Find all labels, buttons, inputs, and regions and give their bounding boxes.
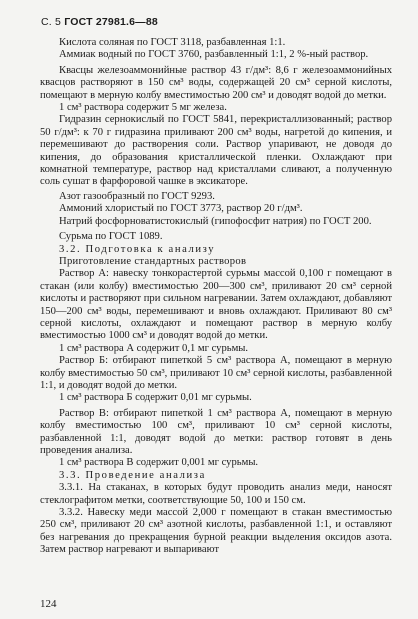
paragraph: 1 см³ раствора содержит 5 мг железа. (59, 102, 227, 114)
paragraph: Квасцы железоаммонийные раствор 43 г/дм³: 8,6 г железоаммонийных квасцов растворяют в 150 см³ воды, содержащей 20 см³ серной кислоты, помещают в мерную колбу вместимостью 200 см³ и доводят водой до метки. (40, 64, 392, 101)
paragraph: Сурьма по ГОСТ 1089. (59, 231, 163, 243)
page-number: 124 (40, 598, 57, 610)
paragraph: 1 см³ раствора В содержит 0,001 мг сурьмы. (59, 457, 259, 469)
subsection-heading: Приготовление стандартных растворов (59, 255, 247, 267)
paragraph: 3.3.2. Навеску меди массой 2,000 г помещают в стакан вместимостью 250 см³, приливают 20 см³ азотной кислоты, разбавленной 1:1, и оставляют без нагревания до прекращения бурной реакции выделения оксидов азота. Затем раствор нагревают и выпаривают (40, 507, 392, 556)
standard-code: ГОСТ 27981.6—88 (64, 16, 158, 28)
paragraph: Кислота соляная по ГОСТ 3118, разбавленная 1:1. (59, 37, 286, 48)
paragraph: Раствор А: навеску тонкорастертой сурьмы массой 0,100 г помещают в стакан (или колбу) вместимостью 200—300 см³, приливают 20 см³ серной кислоты и растворяют при сильном нагревании. Затем охлаждают, добавляют 150—200 см³ воды, перемешивают и вновь охлаждают. Приливают 80 см³ серной кислоты, охлаждают и помещают раствор в мерную колбу вместимостью 1000 см³ и доводят водой до метки. (40, 268, 392, 342)
page-prefix: С. 5 (41, 16, 62, 28)
paragraph: Раствор В: отбирают пипеткой 1 см³ раствора А, помещают в мерную колбу вместимостью 100 см³, приливают 10 см³ серной кислоты, разбавленной 1:1, доводят водой до метки: раствор готовят в день проведения анализа. (40, 407, 392, 456)
paragraph: Аммиак водный по ГОСТ 3760, разбавленный 1:1, 2 %-ный раствор. (59, 49, 369, 61)
paragraph: 3.3.1. На стаканах, в которых будут проводить анализ меди, наносят стеклографитом метки, соответствующие 50, 100 и 150 см. (40, 482, 392, 506)
paragraph: 1 см³ раствора А содержит 0,1 мг сурьмы. (59, 342, 249, 354)
paragraph: Гидразин сернокислый по ГОСТ 5841, перекристаллизованный; раствор 50 г/дм³: к 70 г гидразина приливают 200 см³ воды, нагретой до кипения, и перемешивают до растворения соли. Раствор упаривают, не доводя до кипения, до образования кристаллической пленки. Охлаждают при комнатной температуре, раствор над кристаллами сливают, а полученную соль сушат в фарфоровой чашке в эксикаторе. (40, 114, 392, 188)
paragraph: Азот газообразный по ГОСТ 9293. (59, 190, 215, 202)
paragraph: Раствор Б: отбирают пипеткой 5 см³ раствора А, помещают в мерную колбу вместимостью 50 см³, приливают 10 см³ серной кислоты, разбавленной 1:1, и доводят водой до метки. (40, 355, 392, 391)
section-heading: 3.2. Подготовка к анализу (59, 243, 216, 255)
document-body (40, 37, 392, 557)
paragraph: 1 см³ раствора Б содержит 0,01 мг сурьмы. (59, 392, 252, 404)
paragraph: Аммоний хлористый по ГОСТ 3773, раствор 20 г/дм³. (59, 203, 303, 215)
running-header (41, 16, 158, 28)
section-heading: 3.3. Проведение анализа (59, 469, 206, 481)
paragraph: Натрий фосфорноватистокислый (гипофосфит натрия) по ГОСТ 200. (59, 215, 372, 227)
